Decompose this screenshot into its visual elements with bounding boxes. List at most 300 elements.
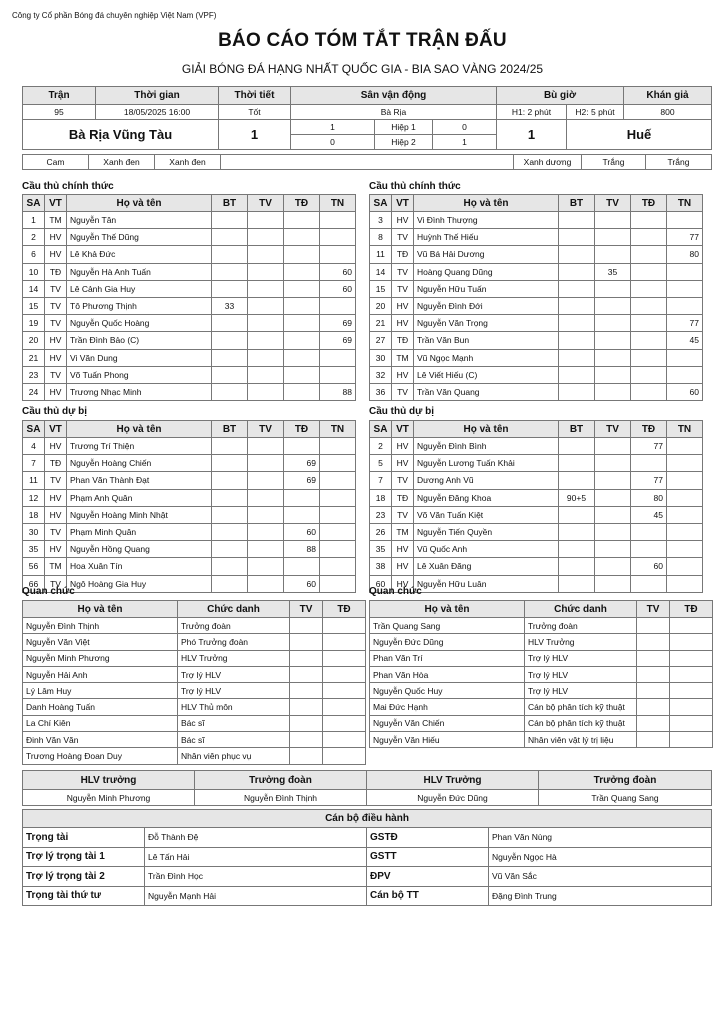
home-officials-title: Quan chức bbox=[22, 586, 75, 597]
official-name: Nguyễn Văn Việt bbox=[23, 634, 178, 650]
home-leader-name: Nguyễn Đình Thịnh bbox=[195, 790, 367, 806]
position: TM bbox=[392, 349, 414, 366]
header-time: Thời gian bbox=[96, 87, 219, 105]
column-header-sa: SA bbox=[370, 421, 392, 438]
sub-out-minute bbox=[320, 575, 356, 592]
player-row bbox=[370, 315, 703, 332]
official-role-label: Trọng tài bbox=[23, 828, 145, 848]
official-role: Cán bộ phân tích kỹ thuật bbox=[525, 699, 637, 715]
sub-out-minute: 69 bbox=[320, 332, 356, 349]
away-kit-color: Trắng bbox=[646, 155, 712, 170]
position: TV bbox=[392, 506, 414, 523]
home-starters-title: Cầu thủ chính thức bbox=[22, 181, 114, 192]
official-row bbox=[23, 650, 366, 666]
goal-minute bbox=[212, 246, 248, 263]
player-name: Nguyễn Hữu Luân bbox=[414, 575, 559, 592]
match-info-table bbox=[22, 86, 712, 150]
sub-out-minute bbox=[320, 212, 356, 229]
goal-minute bbox=[559, 523, 595, 540]
player-name: Vũ Quốc Anh bbox=[414, 541, 559, 558]
official-row bbox=[23, 618, 366, 634]
goal-minute bbox=[212, 383, 248, 400]
player-row bbox=[370, 229, 703, 246]
goal-minute bbox=[559, 297, 595, 314]
sub-out-minute bbox=[667, 263, 703, 280]
player-table bbox=[369, 420, 703, 593]
home-coach-name: Nguyễn Minh Phương bbox=[23, 790, 195, 806]
away-coach-name: Nguyễn Đức Dũng bbox=[367, 790, 539, 806]
match-official-row bbox=[23, 828, 712, 848]
yellow-card-minute bbox=[248, 366, 284, 383]
home-subs-table bbox=[22, 420, 356, 593]
player-table bbox=[369, 194, 703, 401]
position: TM bbox=[45, 558, 67, 575]
shirt-number: 5 bbox=[370, 455, 392, 472]
half1-away: 0 bbox=[433, 120, 497, 135]
position: HV bbox=[392, 541, 414, 558]
goal-minute bbox=[212, 575, 248, 592]
column-header-vt: VT bbox=[45, 421, 67, 438]
goal-minute bbox=[212, 229, 248, 246]
goal-minute bbox=[559, 332, 595, 349]
sub-in-minute: 77 bbox=[631, 438, 667, 455]
yellow-card-minute bbox=[248, 332, 284, 349]
column-header-name: Họ và tên bbox=[67, 421, 212, 438]
sub-in-minute bbox=[284, 489, 320, 506]
official-role: Phó Trưởng đoàn bbox=[178, 634, 290, 650]
shirt-number: 56 bbox=[23, 558, 45, 575]
sub-out-minute: 77 bbox=[667, 229, 703, 246]
goal-minute bbox=[559, 349, 595, 366]
official-role: Bác sĩ bbox=[178, 715, 290, 731]
column-header-name: Họ và tên bbox=[414, 421, 559, 438]
yellow-card-minute bbox=[248, 212, 284, 229]
half1-label: Hiệp 1 bbox=[375, 120, 433, 135]
shirt-number: 8 bbox=[370, 229, 392, 246]
player-name: Nguyễn Đình Bình bbox=[414, 438, 559, 455]
official-role: Trưởng đoàn bbox=[178, 618, 290, 634]
player-name: Nguyễn Đình Đới bbox=[414, 297, 559, 314]
position: TĐ bbox=[45, 263, 67, 280]
shirt-number: 23 bbox=[370, 506, 392, 523]
goal-minute bbox=[559, 472, 595, 489]
official-row bbox=[370, 634, 713, 650]
yellow-card-minute bbox=[595, 212, 631, 229]
yellow-card-minute bbox=[248, 558, 284, 575]
sub-out-minute bbox=[667, 489, 703, 506]
player-row bbox=[23, 280, 356, 297]
player-row bbox=[23, 349, 356, 366]
half1-home: 1 bbox=[291, 120, 375, 135]
official-person: Phan Văn Nùng bbox=[489, 828, 712, 848]
shirt-number: 24 bbox=[23, 383, 45, 400]
shirt-number: 36 bbox=[370, 383, 392, 400]
column-header-tn: TN bbox=[667, 195, 703, 212]
column-header-td: TĐ bbox=[284, 421, 320, 438]
sub-out-minute bbox=[667, 541, 703, 558]
yellow-card-minute bbox=[595, 438, 631, 455]
position: TĐ bbox=[392, 332, 414, 349]
player-name: Hoàng Quang Dũng bbox=[414, 263, 559, 280]
column-header-bt: BT bbox=[212, 421, 248, 438]
shirt-number: 10 bbox=[23, 263, 45, 280]
sub-in-minute bbox=[631, 366, 667, 383]
shirt-number: 35 bbox=[370, 541, 392, 558]
player-name: Trần Văn Bun bbox=[414, 332, 559, 349]
official-row bbox=[23, 666, 366, 682]
player-row bbox=[370, 558, 703, 575]
official-row bbox=[370, 650, 713, 666]
shirt-number: 26 bbox=[370, 523, 392, 540]
goal-minute: 33 bbox=[212, 297, 248, 314]
official-name: La Chí Kiên bbox=[23, 715, 178, 731]
column-header-vt: VT bbox=[392, 195, 414, 212]
shirt-number: 32 bbox=[370, 366, 392, 383]
official-role: Trợ lý HLV bbox=[525, 666, 637, 682]
match-number: 95 bbox=[23, 105, 96, 120]
column-header-bt: BT bbox=[559, 195, 595, 212]
yellow-card-minute bbox=[248, 315, 284, 332]
player-row bbox=[23, 506, 356, 523]
position: TĐ bbox=[392, 489, 414, 506]
yellow-card-minute bbox=[595, 332, 631, 349]
sub-in-minute bbox=[631, 332, 667, 349]
official-role: Cán bộ phân tích kỹ thuật bbox=[525, 715, 637, 731]
column-header-tn: TN bbox=[320, 421, 356, 438]
sub-in-minute bbox=[284, 280, 320, 297]
goal-minute bbox=[559, 246, 595, 263]
player-name: Nguyễn Hoàng Minh Nhật bbox=[67, 506, 212, 523]
player-row bbox=[23, 297, 356, 314]
sub-out-minute bbox=[667, 366, 703, 383]
away-officials-table bbox=[369, 600, 713, 748]
position: HV bbox=[45, 229, 67, 246]
player-name: Nguyễn Đăng Khoa bbox=[414, 489, 559, 506]
player-row bbox=[23, 523, 356, 540]
player-name: Vũ Ngọc Mạnh bbox=[414, 349, 559, 366]
player-table bbox=[22, 194, 356, 401]
official-role: Nhân viên phục vụ bbox=[178, 748, 290, 764]
yellow-card-minute bbox=[595, 280, 631, 297]
sub-in-minute: 69 bbox=[284, 472, 320, 489]
away-subs-table bbox=[369, 420, 703, 593]
home-kit-color: Xanh đen bbox=[155, 155, 221, 170]
sub-in-minute bbox=[631, 212, 667, 229]
official-row bbox=[370, 715, 713, 731]
sub-out-minute bbox=[320, 246, 356, 263]
sub-out-minute bbox=[320, 366, 356, 383]
official-name: Nguyễn Văn Chiến bbox=[370, 715, 525, 731]
position: TV bbox=[392, 280, 414, 297]
official-role: HLV Trưởng bbox=[525, 634, 637, 650]
sub-out-minute: 77 bbox=[667, 315, 703, 332]
player-name: Nguyễn Hoàng Chiến bbox=[67, 455, 212, 472]
sub-out-minute bbox=[320, 523, 356, 540]
goal-minute bbox=[559, 506, 595, 523]
sub-out-minute bbox=[667, 575, 703, 592]
home-score: 1 bbox=[219, 120, 291, 150]
sub-out-minute bbox=[320, 455, 356, 472]
official-person: Đỗ Thành Đệ bbox=[145, 828, 367, 848]
shirt-number: 14 bbox=[23, 280, 45, 297]
position: TV bbox=[45, 315, 67, 332]
away-leader-name: Trần Quang Sang bbox=[539, 790, 712, 806]
official-person: Lê Tấn Hải bbox=[145, 847, 367, 867]
column-header-sa: SA bbox=[370, 195, 392, 212]
goal-minute bbox=[559, 315, 595, 332]
shirt-number: 14 bbox=[370, 263, 392, 280]
goal-minute bbox=[559, 280, 595, 297]
shirt-number: 4 bbox=[23, 438, 45, 455]
official-row bbox=[370, 683, 713, 699]
sub-in-minute bbox=[631, 246, 667, 263]
away-team-name: Huế bbox=[567, 120, 712, 150]
yellow-card-minute bbox=[248, 438, 284, 455]
sub-in-minute bbox=[631, 383, 667, 400]
official-person: Nguyễn Ngọc Hà bbox=[489, 847, 712, 867]
player-name: Dương Anh Vũ bbox=[414, 472, 559, 489]
player-row bbox=[23, 263, 356, 280]
yellow-card-minute bbox=[595, 489, 631, 506]
sub-out-minute bbox=[667, 523, 703, 540]
column-header-vt: VT bbox=[392, 421, 414, 438]
player-row bbox=[23, 332, 356, 349]
column-header-td: TĐ bbox=[631, 195, 667, 212]
position: HV bbox=[45, 489, 67, 506]
report-title: BÁO CÁO TÓM TẮT TRẬN ĐẤU bbox=[218, 30, 507, 51]
sub-out-minute bbox=[667, 506, 703, 523]
player-name: Nguyễn Lương Tuấn Khải bbox=[414, 455, 559, 472]
official-role: HLV Thủ môn bbox=[178, 699, 290, 715]
official-name: Đinh Văn Văn bbox=[23, 732, 178, 748]
home-coach-header: HLV trưởng bbox=[23, 771, 195, 790]
shirt-number: 11 bbox=[23, 472, 45, 489]
sub-out-minute bbox=[320, 541, 356, 558]
yellow-card-minute bbox=[248, 575, 284, 592]
officials-table bbox=[22, 600, 366, 765]
column-header-tn: TN bbox=[667, 421, 703, 438]
yellow-card-minute bbox=[595, 523, 631, 540]
sub-in-minute bbox=[284, 263, 320, 280]
player-row bbox=[370, 349, 703, 366]
position: HV bbox=[392, 297, 414, 314]
player-name: Nguyễn Tiến Quyền bbox=[414, 523, 559, 540]
sub-out-minute bbox=[667, 349, 703, 366]
yellow-card-minute bbox=[595, 558, 631, 575]
column-header-name: Họ và tên bbox=[23, 601, 178, 618]
sub-in-minute bbox=[631, 263, 667, 280]
official-name: Nguyễn Văn Hiếu bbox=[370, 732, 525, 748]
yellow-card-minute bbox=[248, 472, 284, 489]
sub-in-minute bbox=[284, 558, 320, 575]
goal-minute bbox=[559, 212, 595, 229]
yellow-card-minute bbox=[248, 229, 284, 246]
position: HV bbox=[45, 383, 67, 400]
official-role: HLV Trưởng bbox=[178, 650, 290, 666]
sub-in-minute bbox=[284, 212, 320, 229]
away-starters-title: Cầu thủ chính thức bbox=[369, 181, 461, 192]
kit-colors-table bbox=[22, 154, 712, 170]
yellow-card-minute bbox=[248, 506, 284, 523]
sub-in-minute: 60 bbox=[631, 558, 667, 575]
goal-minute bbox=[212, 558, 248, 575]
player-name: Trương Nhạc Minh bbox=[67, 383, 212, 400]
goal-minute bbox=[212, 332, 248, 349]
goal-minute bbox=[212, 541, 248, 558]
player-name: Võ Văn Tuấn Kiệt bbox=[414, 506, 559, 523]
player-row bbox=[370, 541, 703, 558]
official-person: Nguyễn Mạnh Hải bbox=[145, 886, 367, 906]
position: TV bbox=[45, 366, 67, 383]
sub-in-minute bbox=[284, 246, 320, 263]
official-person: Trần Đình Học bbox=[145, 867, 367, 887]
yellow-card-minute bbox=[248, 280, 284, 297]
goal-minute bbox=[559, 541, 595, 558]
player-row bbox=[23, 438, 356, 455]
sub-in-minute bbox=[631, 349, 667, 366]
position: TĐ bbox=[45, 455, 67, 472]
half2-label: Hiệp 2 bbox=[375, 135, 433, 150]
header-match: Trận bbox=[23, 87, 96, 105]
official-row bbox=[23, 699, 366, 715]
yellow-card-minute bbox=[595, 349, 631, 366]
official-row bbox=[370, 699, 713, 715]
player-name: Nguyễn Văn Trọng bbox=[414, 315, 559, 332]
official-row bbox=[370, 732, 713, 748]
column-header-name: Họ và tên bbox=[67, 195, 212, 212]
home-subs-title: Cầu thủ dự bị bbox=[22, 406, 88, 417]
shirt-number: 3 bbox=[370, 212, 392, 229]
match-time: 18/05/2025 16:00 bbox=[96, 105, 219, 120]
player-row bbox=[370, 332, 703, 349]
shirt-number: 11 bbox=[370, 246, 392, 263]
column-header-tv: TV bbox=[595, 421, 631, 438]
position: HV bbox=[45, 332, 67, 349]
header-weather: Thời tiết bbox=[219, 87, 291, 105]
goal-minute bbox=[212, 523, 248, 540]
column-header-tv: TV bbox=[595, 195, 631, 212]
column-header-td: TĐ bbox=[284, 195, 320, 212]
sub-out-minute: 60 bbox=[667, 383, 703, 400]
sub-out-minute bbox=[667, 280, 703, 297]
goal-minute: 90+5 bbox=[559, 489, 595, 506]
column-header-tv: TV bbox=[248, 195, 284, 212]
official-person: Vũ Văn Sắc bbox=[489, 867, 712, 887]
sub-out-minute bbox=[320, 229, 356, 246]
shirt-number: 30 bbox=[370, 349, 392, 366]
yellow-card-minute bbox=[248, 455, 284, 472]
sub-in-minute bbox=[284, 383, 320, 400]
shirt-number: 20 bbox=[370, 297, 392, 314]
header-stoppage: Bù giờ bbox=[497, 87, 624, 105]
player-row bbox=[23, 315, 356, 332]
column-header-tv: TV bbox=[637, 601, 670, 618]
goal-minute bbox=[212, 349, 248, 366]
position: HV bbox=[392, 575, 414, 592]
away-score: 1 bbox=[497, 120, 567, 150]
player-row bbox=[370, 472, 703, 489]
player-row bbox=[23, 541, 356, 558]
sub-out-minute: 60 bbox=[320, 280, 356, 297]
player-name: Ngô Hoàng Gia Huy bbox=[67, 575, 212, 592]
official-name: Phan Văn Hòa bbox=[370, 666, 525, 682]
sub-in-minute bbox=[631, 229, 667, 246]
sub-out-minute bbox=[320, 349, 356, 366]
position: HV bbox=[45, 246, 67, 263]
official-row bbox=[23, 683, 366, 699]
position: HV bbox=[45, 541, 67, 558]
player-name: Phạm Anh Quân bbox=[67, 489, 212, 506]
match-spectators: 800 bbox=[624, 105, 712, 120]
player-name: Trương Trí Thiện bbox=[67, 438, 212, 455]
yellow-card-minute bbox=[248, 541, 284, 558]
player-name: Nguyễn Tân bbox=[67, 212, 212, 229]
shirt-number: 27 bbox=[370, 332, 392, 349]
column-header-td: TĐ bbox=[631, 421, 667, 438]
match-official-row bbox=[23, 867, 712, 887]
position: TM bbox=[45, 212, 67, 229]
goal-minute bbox=[559, 366, 595, 383]
yellow-card-minute bbox=[595, 472, 631, 489]
sub-in-minute bbox=[631, 297, 667, 314]
sub-in-minute: 45 bbox=[631, 506, 667, 523]
yellow-card-minute bbox=[595, 541, 631, 558]
player-row bbox=[23, 246, 356, 263]
sub-in-minute: 60 bbox=[284, 575, 320, 592]
player-name: Nguyễn Hồng Quang bbox=[67, 541, 212, 558]
column-header-bt: BT bbox=[559, 421, 595, 438]
player-name: Lê Viết Hiếu (C) bbox=[414, 366, 559, 383]
home-starters-table bbox=[22, 194, 356, 401]
sub-out-minute bbox=[667, 212, 703, 229]
official-role-label: GSTT bbox=[367, 847, 489, 867]
goal-minute bbox=[212, 438, 248, 455]
official-name: Nguyễn Hải Anh bbox=[23, 666, 178, 682]
home-officials-table bbox=[22, 600, 366, 765]
yellow-card-minute bbox=[595, 383, 631, 400]
position: TV bbox=[45, 472, 67, 489]
player-name: Nguyễn Thế Dũng bbox=[67, 229, 212, 246]
player-name: Vũ Bá Hải Dương bbox=[414, 246, 559, 263]
yellow-card-minute bbox=[248, 349, 284, 366]
yellow-card-minute bbox=[248, 246, 284, 263]
official-role-label: GSTĐ bbox=[367, 828, 489, 848]
sub-out-minute bbox=[320, 472, 356, 489]
signatures-table bbox=[22, 770, 712, 806]
player-row bbox=[370, 263, 703, 280]
yellow-card-minute bbox=[248, 489, 284, 506]
position: HV bbox=[392, 455, 414, 472]
shirt-number: 35 bbox=[23, 541, 45, 558]
goal-minute bbox=[212, 212, 248, 229]
player-name: Lê Khả Đức bbox=[67, 246, 212, 263]
player-name: Nguyễn Quốc Hoàng bbox=[67, 315, 212, 332]
away-officials-title: Quan chức bbox=[369, 586, 422, 597]
home-kit-color: Cam bbox=[23, 155, 89, 170]
yellow-card-minute bbox=[595, 297, 631, 314]
column-header-name: Họ và tên bbox=[414, 195, 559, 212]
match-officials-table bbox=[22, 809, 712, 906]
match-stadium: Bà Rịa bbox=[291, 105, 497, 120]
player-row bbox=[23, 229, 356, 246]
position: TV bbox=[392, 263, 414, 280]
official-name: Nguyễn Quốc Huy bbox=[370, 683, 525, 699]
position: TV bbox=[392, 472, 414, 489]
player-name: Lê Cảnh Gia Huy bbox=[67, 280, 212, 297]
company-name: Công ty Cổ phần Bóng đá chuyên nghiệp Việt Nam (VPF) bbox=[12, 11, 217, 20]
goal-minute bbox=[212, 489, 248, 506]
player-row bbox=[370, 383, 703, 400]
